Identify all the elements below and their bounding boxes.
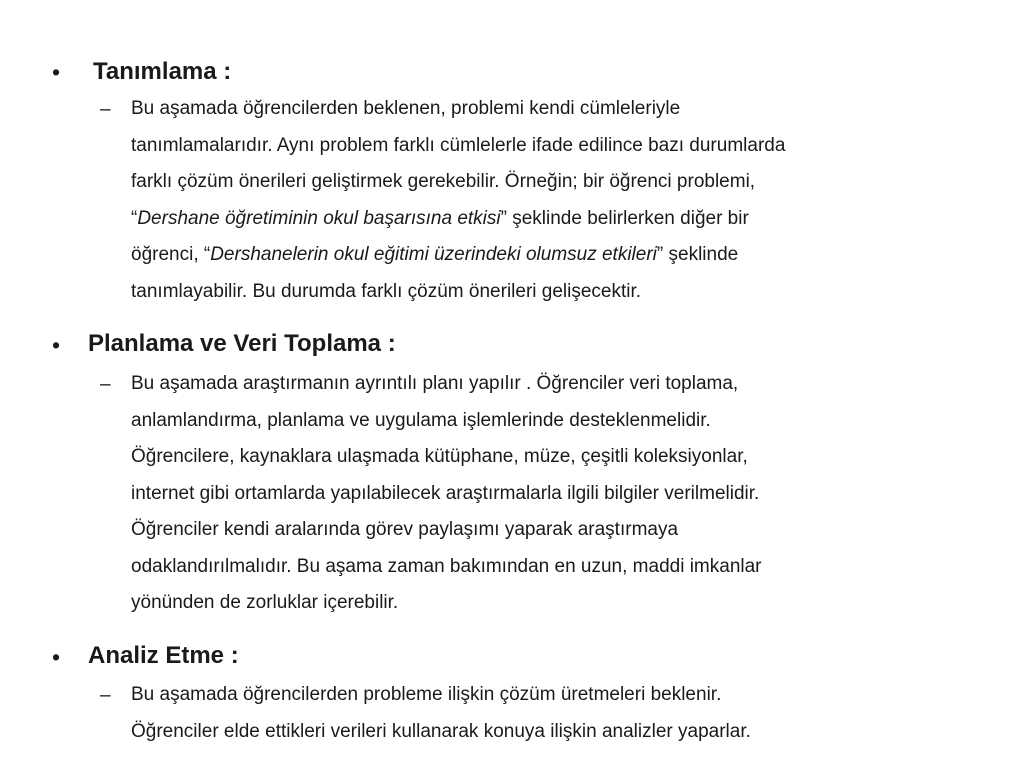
paragraph-line: [131, 91, 976, 128]
bullet-icon: •: [52, 644, 61, 670]
paragraph-line: [131, 274, 976, 311]
paragraph-line: [131, 512, 976, 549]
text-run: tanımlayabilir. Bu durumda farklı çözüm önerileri gelişecektir.: [131, 280, 642, 302]
paragraph-line: [131, 201, 976, 238]
bullet-icon: •: [52, 332, 61, 358]
text-run: tanımlamalarıdır. Aynı problem farklı cümlelerle ifade edilince bazı durumlarda: [131, 134, 786, 156]
text-run: Öğrencilere, kaynaklara ulaşmada kütüphane, müze, çeşitli koleksiyonlar,: [131, 446, 748, 467]
text-run: Öğrenciler kendi aralarında görev paylaşımı yaparak araştırmaya: [131, 519, 679, 540]
text-run: ” şeklinde belirlerken diğer bir: [500, 207, 749, 229]
paragraph-line: [131, 476, 976, 513]
paragraph-line: [131, 237, 976, 274]
text-run: internet gibi ortamlarda yapılabilecek araştırmalarla ilgili bilgiler verilmelidir.: [131, 482, 760, 504]
paragraph-line: [131, 714, 976, 751]
paragraph-line: [131, 585, 976, 622]
text-run: yönünden de zorluklar içerebilir.: [131, 592, 399, 613]
dash-icon: –: [100, 374, 111, 395]
text-run: öğrenci, “: [131, 244, 211, 265]
text-run: “: [131, 207, 138, 229]
paragraph-line: [131, 549, 976, 586]
text-run: odaklandırılmalıdır. Bu aşama zaman bakımından en uzun, maddi imkanlar: [131, 555, 762, 577]
section-paragraph: [131, 91, 976, 310]
text-run: Bu aşamada araştırmanın ayrıntılı planı yapılır . Öğrenciler veri toplama,: [131, 373, 739, 394]
section-paragraph: [131, 366, 976, 622]
paragraph-line: [131, 366, 976, 403]
dash-icon: –: [100, 685, 111, 706]
italic-text: Dershanelerin okul eğitimi üzerindeki olumsuz etkileri: [210, 244, 657, 265]
paragraph-line: [131, 128, 976, 165]
text-run: ” şeklinde: [656, 244, 739, 265]
section-heading-planlama: Planlama ve Veri Toplama :: [88, 330, 396, 357]
paragraph-line: [131, 439, 976, 476]
text-run: farklı çözüm önerileri geliştirmek gerekebilir. Örneğin; bir öğrenci problemi,: [131, 171, 756, 192]
text-run: Bu aşamada öğrencilerden probleme ilişkin çözüm üretmeleri beklenir.: [131, 684, 722, 705]
section-heading-analiz: Analiz Etme :: [88, 642, 239, 669]
text-run: anlamlandırma, planlama ve uygulama işlemlerinde desteklenmelidir.: [131, 409, 711, 431]
paragraph-line: [131, 677, 976, 714]
bullet-icon: •: [52, 59, 61, 85]
section-heading-tanimlama: Tanımlama :: [93, 58, 232, 85]
text-run: Öğrenciler elde ettikleri verileri kullanarak konuya ilişkin analizler yaparlar.: [131, 720, 751, 742]
text-run: Bu aşamada öğrencilerden beklenen, problemi kendi cümleleriyle: [131, 98, 681, 119]
paragraph-line: [131, 164, 976, 201]
section-paragraph: [131, 677, 976, 750]
dash-icon: –: [100, 99, 111, 120]
italic-text: Dershane öğretiminin okul başarısına etkisi: [137, 207, 501, 229]
paragraph-line: [131, 403, 976, 440]
